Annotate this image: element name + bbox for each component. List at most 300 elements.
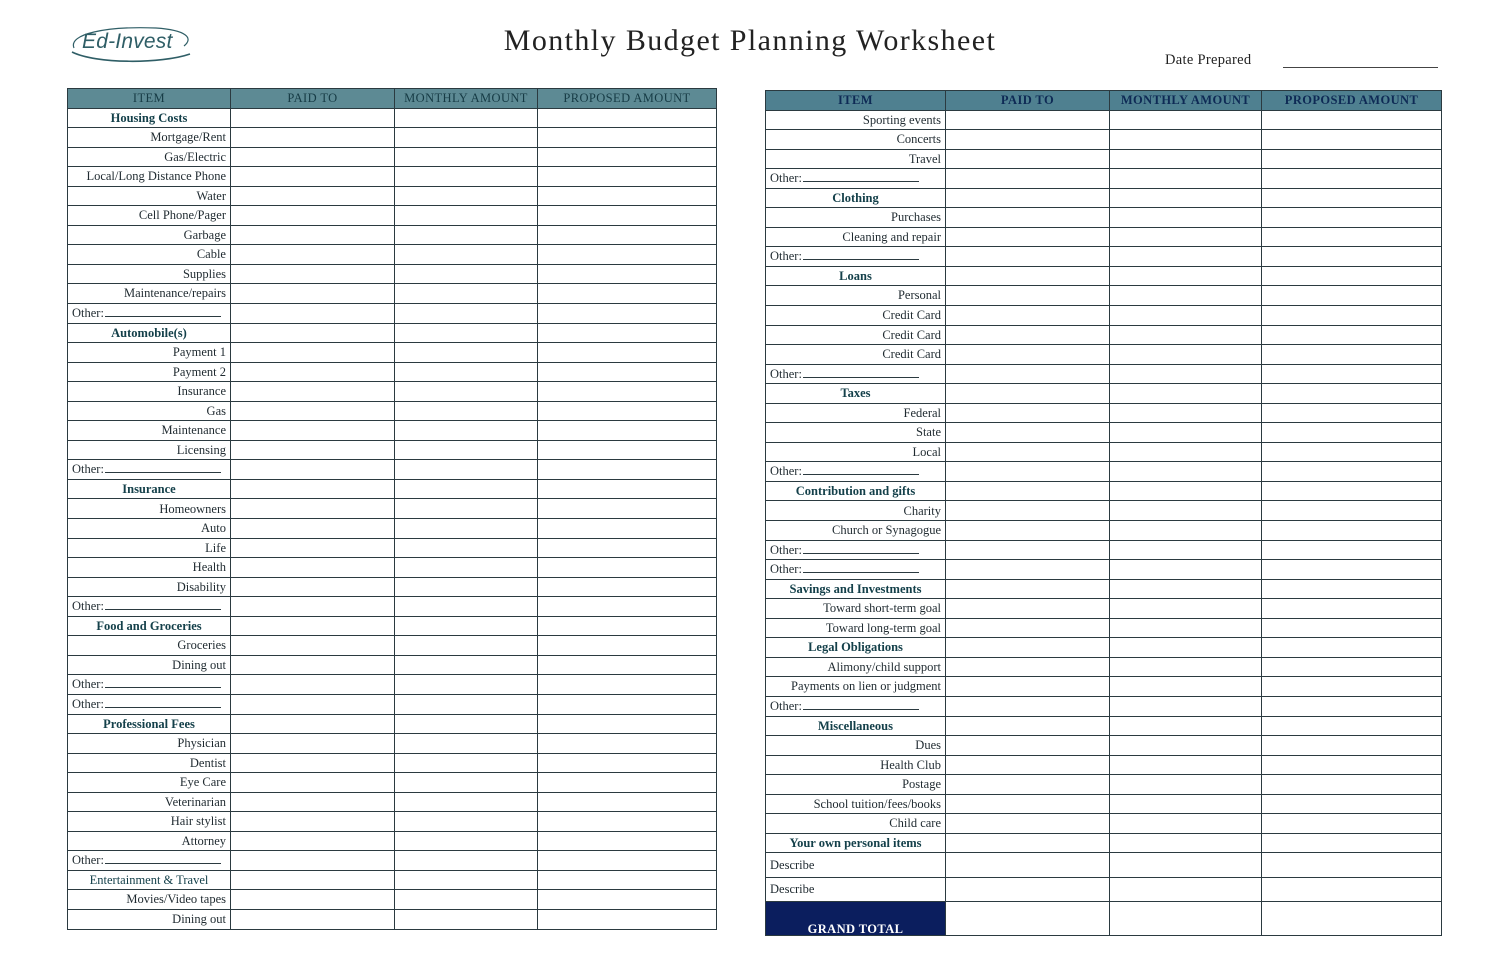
monthly-amount-cell[interactable] <box>1110 501 1262 521</box>
item-label: Local <box>912 444 941 459</box>
proposed-amount-cell[interactable] <box>538 108 717 128</box>
monthly-amount-cell[interactable] <box>1110 521 1262 541</box>
proposed-amount-cell[interactable] <box>538 304 717 324</box>
proposed-amount-cell[interactable] <box>1262 169 1442 189</box>
table-row <box>766 677 1442 697</box>
paid-to-cell[interactable] <box>231 909 395 929</box>
proposed-amount-cell[interactable] <box>538 734 717 754</box>
monthly-amount-cell[interactable] <box>395 734 538 754</box>
table-row <box>68 284 717 304</box>
other-blank-line[interactable] <box>105 679 221 688</box>
paid-to-cell[interactable] <box>231 225 395 245</box>
monthly-amount-cell[interactable] <box>395 714 538 734</box>
proposed-amount-cell[interactable] <box>1262 599 1442 619</box>
proposed-amount-cell[interactable] <box>1262 618 1442 638</box>
paid-to-cell[interactable] <box>231 323 395 343</box>
paid-to-cell[interactable] <box>231 597 395 617</box>
monthly-amount-cell[interactable] <box>395 519 538 539</box>
proposed-amount-cell[interactable] <box>538 206 717 226</box>
proposed-amount-cell[interactable] <box>1262 286 1442 306</box>
item-cell <box>68 655 231 675</box>
monthly-amount-cell[interactable] <box>1110 110 1262 130</box>
proposed-amount-cell[interactable] <box>1262 501 1442 521</box>
paid-to-cell[interactable] <box>946 677 1110 697</box>
paid-to-cell[interactable] <box>231 558 395 578</box>
table-row <box>766 521 1442 541</box>
monthly-amount-cell[interactable] <box>395 909 538 929</box>
monthly-amount-cell[interactable] <box>1110 696 1262 716</box>
paid-to-cell[interactable] <box>231 499 395 519</box>
paid-to-cell[interactable] <box>946 638 1110 658</box>
proposed-amount-cell[interactable] <box>538 636 717 656</box>
proposed-amount-cell[interactable] <box>538 831 717 851</box>
proposed-amount-cell[interactable] <box>1262 755 1442 775</box>
paid-to-cell[interactable] <box>946 599 1110 619</box>
paid-to-cell[interactable] <box>231 890 395 910</box>
monthly-amount-cell[interactable] <box>1110 325 1262 345</box>
item-label: Church or Synagogue <box>831 523 941 538</box>
paid-to-cell[interactable] <box>231 440 395 460</box>
monthly-amount-cell[interactable] <box>1110 266 1262 286</box>
item-label: Water <box>196 188 226 203</box>
other-blank-line[interactable] <box>803 564 919 573</box>
proposed-amount-cell[interactable] <box>538 870 717 890</box>
paid-to-cell[interactable] <box>946 579 1110 599</box>
proposed-amount-cell[interactable] <box>538 460 717 480</box>
proposed-amount-cell[interactable] <box>538 186 717 206</box>
paid-to-cell[interactable] <box>231 851 395 871</box>
other-blank-line[interactable] <box>105 601 221 610</box>
proposed-amount-cell[interactable] <box>538 655 717 675</box>
table-row <box>68 909 717 929</box>
monthly-amount-cell[interactable] <box>395 792 538 812</box>
paid-to-cell[interactable] <box>231 734 395 754</box>
item-cell <box>766 579 946 599</box>
proposed-amount-cell[interactable] <box>538 773 717 793</box>
paid-to-cell[interactable] <box>231 694 395 714</box>
monthly-amount-cell[interactable] <box>1110 208 1262 228</box>
monthly-amount-cell[interactable] <box>395 616 538 636</box>
paid-to-cell[interactable] <box>946 442 1110 462</box>
paid-to-cell[interactable] <box>231 186 395 206</box>
monthly-amount-cell[interactable] <box>395 147 538 167</box>
proposed-amount-cell[interactable] <box>538 382 717 402</box>
monthly-amount-cell[interactable] <box>395 304 538 324</box>
monthly-amount-cell[interactable] <box>1110 384 1262 404</box>
monthly-amount-cell[interactable] <box>1110 403 1262 423</box>
proposed-amount-cell[interactable] <box>1262 110 1442 130</box>
table-row <box>766 130 1442 150</box>
paid-to-cell[interactable] <box>946 755 1110 775</box>
table-row <box>766 149 1442 169</box>
category-heading: Contribution and gifts <box>795 483 916 498</box>
paid-to-cell[interactable] <box>946 169 1110 189</box>
item-label: Health <box>192 560 226 575</box>
monthly-amount-cell[interactable] <box>395 812 538 832</box>
proposed-amount-cell[interactable] <box>538 167 717 187</box>
monthly-amount-cell[interactable] <box>1110 677 1262 697</box>
proposed-amount-cell[interactable] <box>1262 266 1442 286</box>
paid-to-cell[interactable] <box>946 877 1110 902</box>
paid-to-cell[interactable] <box>231 108 395 128</box>
monthly-amount-cell[interactable] <box>395 440 538 460</box>
monthly-amount-cell[interactable] <box>1110 579 1262 599</box>
paid-to-cell[interactable] <box>231 304 395 324</box>
proposed-amount-cell[interactable] <box>1262 814 1442 834</box>
item-cell <box>766 364 946 384</box>
monthly-amount-cell[interactable] <box>395 206 538 226</box>
other-blank-line[interactable] <box>803 466 919 475</box>
paid-to-cell[interactable] <box>946 247 1110 267</box>
item-label: Auto <box>201 521 226 536</box>
monthly-amount-cell[interactable] <box>1110 442 1262 462</box>
proposed-amount-cell[interactable] <box>1262 877 1442 902</box>
paid-to-cell[interactable] <box>231 675 395 695</box>
proposed-amount-cell[interactable] <box>538 597 717 617</box>
paid-to-cell[interactable] <box>946 814 1110 834</box>
proposed-amount-cell[interactable] <box>1262 149 1442 169</box>
proposed-amount-cell[interactable] <box>1262 442 1442 462</box>
monthly-amount-cell[interactable] <box>395 655 538 675</box>
other-blank-line[interactable] <box>105 699 221 708</box>
paid-to-cell[interactable] <box>946 833 1110 853</box>
monthly-amount-cell[interactable] <box>395 890 538 910</box>
monthly-amount-cell[interactable] <box>1110 247 1262 267</box>
proposed-amount-cell[interactable] <box>538 440 717 460</box>
proposed-amount-cell[interactable] <box>1262 716 1442 736</box>
paid-to-cell[interactable] <box>946 462 1110 482</box>
paid-to-cell[interactable] <box>946 540 1110 560</box>
monthly-amount-cell[interactable] <box>1110 130 1262 150</box>
monthly-amount-cell[interactable] <box>1110 306 1262 326</box>
proposed-amount-cell[interactable] <box>538 499 717 519</box>
proposed-amount-cell[interactable] <box>1262 481 1442 501</box>
paid-to-cell[interactable] <box>946 560 1110 580</box>
paid-to-cell[interactable] <box>231 167 395 187</box>
proposed-amount-cell[interactable] <box>1262 325 1442 345</box>
other-blank-line[interactable] <box>803 545 919 554</box>
paid-to-cell[interactable] <box>946 227 1110 247</box>
monthly-amount-cell[interactable] <box>395 421 538 441</box>
paid-to-cell[interactable] <box>946 110 1110 130</box>
paid-to-cell[interactable] <box>231 128 395 148</box>
monthly-amount-cell[interactable] <box>395 479 538 499</box>
proposed-amount-cell[interactable] <box>538 147 717 167</box>
item-cell <box>766 325 946 345</box>
monthly-amount-cell[interactable] <box>1110 657 1262 677</box>
proposed-amount-cell[interactable] <box>538 616 717 636</box>
paid-to-cell[interactable] <box>946 149 1110 169</box>
monthly-amount-cell[interactable] <box>1110 462 1262 482</box>
paid-to-cell[interactable] <box>231 421 395 441</box>
proposed-amount-cell[interactable] <box>1262 775 1442 795</box>
proposed-amount-cell[interactable] <box>538 909 717 929</box>
monthly-amount-cell[interactable] <box>395 773 538 793</box>
paid-to-cell[interactable] <box>231 812 395 832</box>
proposed-amount-cell[interactable] <box>1262 306 1442 326</box>
table-row <box>766 266 1442 286</box>
table-row <box>68 225 717 245</box>
monthly-amount-cell[interactable] <box>1110 755 1262 775</box>
proposed-amount-cell[interactable] <box>538 421 717 441</box>
proposed-amount-cell[interactable] <box>1262 853 1442 878</box>
proposed-amount-cell[interactable] <box>538 323 717 343</box>
proposed-amount-cell[interactable] <box>1262 677 1442 697</box>
proposed-amount-cell[interactable] <box>538 538 717 558</box>
proposed-amount-cell[interactable] <box>538 343 717 363</box>
proposed-amount-cell[interactable] <box>538 284 717 304</box>
monthly-amount-cell[interactable] <box>395 460 538 480</box>
proposed-amount-cell[interactable] <box>538 577 717 597</box>
proposed-amount-cell[interactable] <box>1262 403 1442 423</box>
monthly-amount-cell[interactable] <box>395 558 538 578</box>
monthly-amount-cell[interactable] <box>1110 833 1262 853</box>
paid-to-cell[interactable] <box>946 794 1110 814</box>
table-row <box>766 364 1442 384</box>
paid-to-cell[interactable] <box>231 792 395 812</box>
date-prepared-field[interactable] <box>1283 67 1438 68</box>
paid-to-cell[interactable] <box>231 577 395 597</box>
monthly-amount-cell[interactable] <box>395 870 538 890</box>
monthly-amount-cell[interactable] <box>395 831 538 851</box>
paid-to-cell[interactable] <box>946 364 1110 384</box>
paid-to-cell[interactable] <box>231 616 395 636</box>
proposed-amount-cell[interactable] <box>1262 345 1442 365</box>
proposed-amount-cell[interactable] <box>1262 521 1442 541</box>
paid-to-cell[interactable] <box>231 753 395 773</box>
monthly-amount-cell[interactable] <box>395 128 538 148</box>
monthly-amount-cell[interactable] <box>1110 902 1262 936</box>
other-blank-line[interactable] <box>803 701 919 710</box>
monthly-amount-cell[interactable] <box>395 499 538 519</box>
proposed-amount-cell[interactable] <box>538 714 717 734</box>
other-label: Other: <box>770 366 802 381</box>
paid-to-cell[interactable] <box>231 655 395 675</box>
other-label: Other: <box>770 171 802 186</box>
proposed-amount-cell[interactable] <box>1262 462 1442 482</box>
other-blank-line[interactable] <box>803 173 919 182</box>
proposed-amount-cell[interactable] <box>538 264 717 284</box>
proposed-amount-cell[interactable] <box>538 753 717 773</box>
monthly-amount-cell[interactable] <box>395 167 538 187</box>
monthly-amount-cell[interactable] <box>1110 364 1262 384</box>
other-blank-line[interactable] <box>803 251 919 260</box>
paid-to-cell[interactable] <box>946 501 1110 521</box>
proposed-amount-cell[interactable] <box>1262 130 1442 150</box>
monthly-amount-cell[interactable] <box>395 362 538 382</box>
monthly-amount-cell[interactable] <box>1110 618 1262 638</box>
monthly-amount-cell[interactable] <box>1110 169 1262 189</box>
monthly-amount-cell[interactable] <box>395 186 538 206</box>
paid-to-cell[interactable] <box>946 696 1110 716</box>
paid-to-cell[interactable] <box>231 206 395 226</box>
paid-to-cell[interactable] <box>946 657 1110 677</box>
paid-to-cell[interactable] <box>231 831 395 851</box>
monthly-amount-cell[interactable] <box>395 225 538 245</box>
item-cell <box>68 694 231 714</box>
paid-to-cell[interactable] <box>946 902 1110 936</box>
proposed-amount-cell[interactable] <box>538 675 717 695</box>
monthly-amount-cell[interactable] <box>1110 423 1262 443</box>
proposed-amount-cell[interactable] <box>1262 794 1442 814</box>
monthly-amount-cell[interactable] <box>395 851 538 871</box>
monthly-amount-cell[interactable] <box>395 264 538 284</box>
paid-to-cell[interactable] <box>946 775 1110 795</box>
proposed-amount-cell[interactable] <box>1262 423 1442 443</box>
proposed-amount-cell[interactable] <box>538 245 717 265</box>
monthly-amount-cell[interactable] <box>395 694 538 714</box>
paid-to-cell[interactable] <box>231 284 395 304</box>
monthly-amount-cell[interactable] <box>395 343 538 363</box>
paid-to-cell[interactable] <box>231 636 395 656</box>
proposed-amount-cell[interactable] <box>538 225 717 245</box>
paid-to-cell[interactable] <box>946 481 1110 501</box>
proposed-amount-cell[interactable] <box>1262 579 1442 599</box>
paid-to-cell[interactable] <box>231 264 395 284</box>
item-cell <box>68 479 231 499</box>
proposed-amount-cell[interactable] <box>1262 560 1442 580</box>
proposed-amount-cell[interactable] <box>538 694 717 714</box>
proposed-amount-cell[interactable] <box>538 792 717 812</box>
paid-to-cell[interactable] <box>231 714 395 734</box>
paid-to-cell[interactable] <box>231 479 395 499</box>
paid-to-cell[interactable] <box>231 245 395 265</box>
paid-to-cell[interactable] <box>231 460 395 480</box>
proposed-amount-cell[interactable] <box>1262 657 1442 677</box>
paid-to-cell[interactable] <box>946 618 1110 638</box>
monthly-amount-cell[interactable] <box>1110 716 1262 736</box>
monthly-amount-cell[interactable] <box>395 108 538 128</box>
paid-to-cell[interactable] <box>231 519 395 539</box>
item-cell <box>766 481 946 501</box>
monthly-amount-cell[interactable] <box>395 382 538 402</box>
item-label: School tuition/fees/books <box>813 796 941 811</box>
paid-to-cell[interactable] <box>946 345 1110 365</box>
monthly-amount-cell[interactable] <box>395 538 538 558</box>
paid-to-cell[interactable] <box>946 423 1110 443</box>
proposed-amount-cell[interactable] <box>1262 227 1442 247</box>
proposed-amount-cell[interactable] <box>1262 833 1442 853</box>
monthly-amount-cell[interactable] <box>395 753 538 773</box>
monthly-amount-cell[interactable] <box>395 597 538 617</box>
proposed-amount-cell[interactable] <box>1262 364 1442 384</box>
column-header-paid-to: PAID TO <box>231 89 395 109</box>
paid-to-cell[interactable] <box>231 362 395 382</box>
paid-to-cell[interactable] <box>946 266 1110 286</box>
item-cell <box>68 343 231 363</box>
monthly-amount-cell[interactable] <box>395 245 538 265</box>
monthly-amount-cell[interactable] <box>1110 599 1262 619</box>
table-row <box>68 245 717 265</box>
paid-to-cell[interactable] <box>946 286 1110 306</box>
paid-to-cell[interactable] <box>946 716 1110 736</box>
proposed-amount-cell[interactable] <box>538 362 717 382</box>
monthly-amount-cell[interactable] <box>1110 149 1262 169</box>
item-cell <box>766 755 946 775</box>
proposed-amount-cell[interactable] <box>1262 638 1442 658</box>
monthly-amount-cell[interactable] <box>1110 540 1262 560</box>
item-label: Maintenance/repairs <box>123 286 226 301</box>
proposed-amount-cell[interactable] <box>1262 902 1442 936</box>
paid-to-cell[interactable] <box>946 306 1110 326</box>
paid-to-cell[interactable] <box>946 521 1110 541</box>
monthly-amount-cell[interactable] <box>1110 227 1262 247</box>
proposed-amount-cell[interactable] <box>538 128 717 148</box>
other-blank-line[interactable] <box>803 369 919 378</box>
monthly-amount-cell[interactable] <box>1110 775 1262 795</box>
paid-to-cell[interactable] <box>231 382 395 402</box>
proposed-amount-cell[interactable] <box>538 401 717 421</box>
table-row <box>68 519 717 539</box>
paid-to-cell[interactable] <box>231 870 395 890</box>
paid-to-cell[interactable] <box>946 736 1110 756</box>
monthly-amount-cell[interactable] <box>1110 736 1262 756</box>
proposed-amount-cell[interactable] <box>1262 696 1442 716</box>
monthly-amount-cell[interactable] <box>395 577 538 597</box>
other-label: Other: <box>770 249 802 264</box>
proposed-amount-cell[interactable] <box>1262 384 1442 404</box>
monthly-amount-cell[interactable] <box>1110 481 1262 501</box>
monthly-amount-cell[interactable] <box>395 284 538 304</box>
monthly-amount-cell[interactable] <box>1110 188 1262 208</box>
monthly-amount-cell[interactable] <box>1110 560 1262 580</box>
proposed-amount-cell[interactable] <box>1262 736 1442 756</box>
paid-to-cell[interactable] <box>946 188 1110 208</box>
monthly-amount-cell[interactable] <box>1110 814 1262 834</box>
monthly-amount-cell[interactable] <box>1110 345 1262 365</box>
proposed-amount-cell[interactable] <box>1262 247 1442 267</box>
paid-to-cell[interactable] <box>946 853 1110 878</box>
other-blank-line[interactable] <box>105 855 221 864</box>
paid-to-cell[interactable] <box>946 130 1110 150</box>
paid-to-cell[interactable] <box>946 325 1110 345</box>
table-row <box>68 851 717 871</box>
proposed-amount-cell[interactable] <box>538 558 717 578</box>
proposed-amount-cell[interactable] <box>1262 208 1442 228</box>
other-blank-line[interactable] <box>105 308 221 317</box>
paid-to-cell[interactable] <box>231 773 395 793</box>
item-cell <box>68 186 231 206</box>
paid-to-cell[interactable] <box>231 343 395 363</box>
proposed-amount-cell[interactable] <box>538 812 717 832</box>
paid-to-cell[interactable] <box>231 147 395 167</box>
paid-to-cell[interactable] <box>231 401 395 421</box>
paid-to-cell[interactable] <box>946 208 1110 228</box>
monthly-amount-cell[interactable] <box>395 675 538 695</box>
proposed-amount-cell[interactable] <box>538 890 717 910</box>
item-label: Insurance <box>177 384 226 399</box>
other-label: Other: <box>72 306 104 321</box>
paid-to-cell[interactable] <box>946 384 1110 404</box>
proposed-amount-cell[interactable] <box>1262 540 1442 560</box>
paid-to-cell[interactable] <box>946 403 1110 423</box>
proposed-amount-cell[interactable] <box>538 519 717 539</box>
proposed-amount-cell[interactable] <box>538 851 717 871</box>
monthly-amount-cell[interactable] <box>1110 853 1262 878</box>
monthly-amount-cell[interactable] <box>1110 877 1262 902</box>
monthly-amount-cell[interactable] <box>395 401 538 421</box>
monthly-amount-cell[interactable] <box>1110 286 1262 306</box>
other-blank-line[interactable] <box>105 464 221 473</box>
monthly-amount-cell[interactable] <box>395 323 538 343</box>
table-row <box>68 362 717 382</box>
proposed-amount-cell[interactable] <box>538 479 717 499</box>
paid-to-cell[interactable] <box>231 538 395 558</box>
monthly-amount-cell[interactable] <box>1110 638 1262 658</box>
monthly-amount-cell[interactable] <box>395 636 538 656</box>
proposed-amount-cell[interactable] <box>1262 188 1442 208</box>
monthly-amount-cell[interactable] <box>1110 794 1262 814</box>
